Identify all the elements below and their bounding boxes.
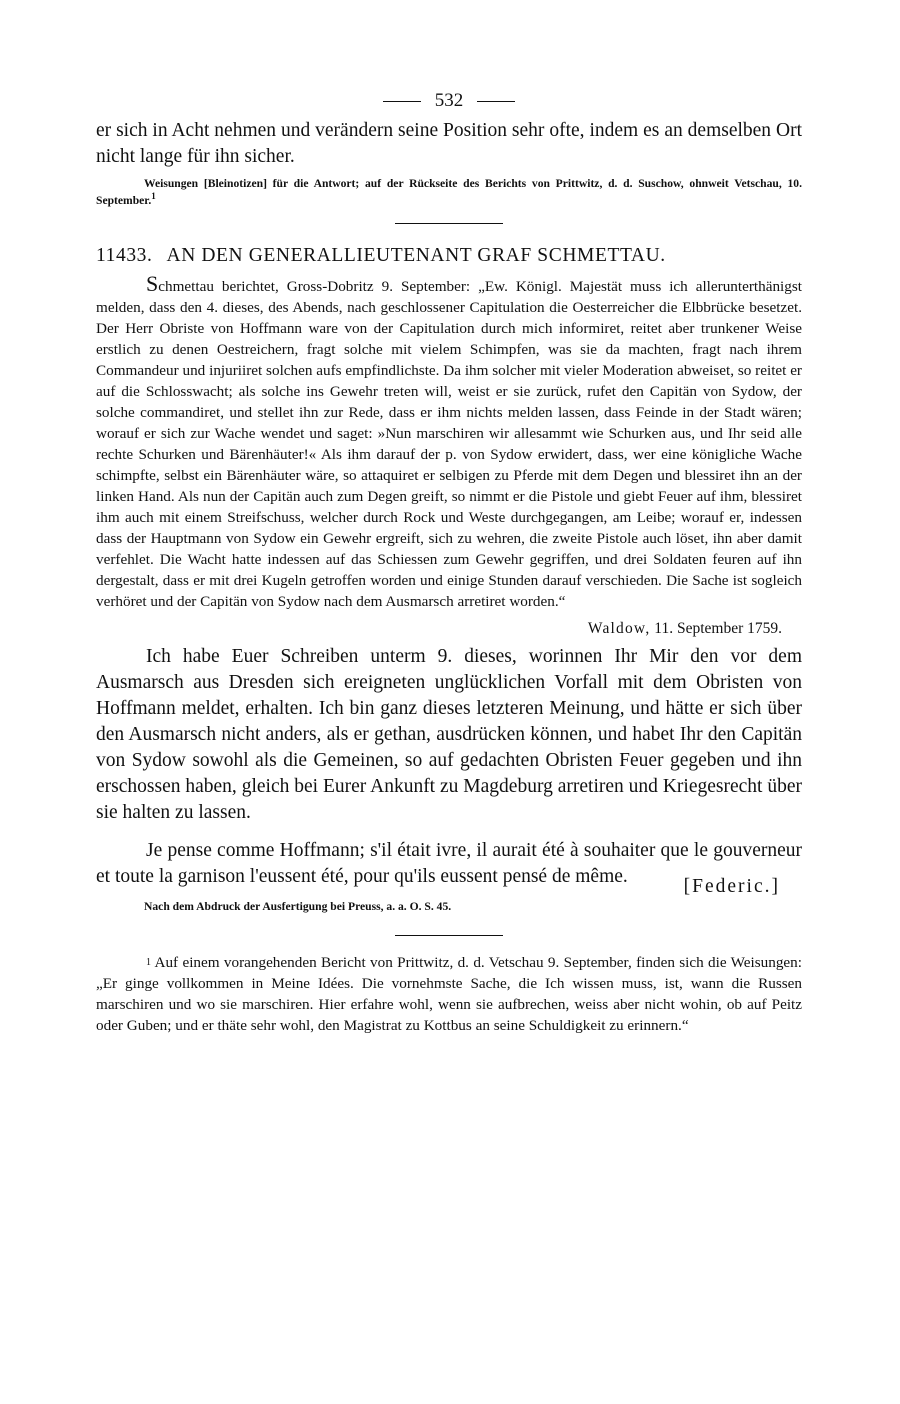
footnote-text: Auf einem vorangehenden Bericht von Prittwitz, d. d. Vetschau 9. September, finden sich die Weisungen: „Er ginge vollkommen in Meine Idées. Die vornehmste Sache, die Ich wissen muss, ist, wann die Russen marschiren und wo sie marschiren. Hier erfahre wohl, wenn sie aufbrechen, weiss aber nicht wohin, ob auf Peitz oder Guben; und er thäte sehr wohl, den Magistrat zu Kottbus an seine Schuldigkeit zu erinnern.“ (96, 954, 802, 1034)
footnote-rule (395, 935, 503, 936)
footnote (96, 952, 802, 1036)
signature: [Federic.] (683, 876, 780, 897)
date: 11. September 1759. (654, 620, 782, 637)
page-number: 532 (434, 90, 464, 111)
weisungen-note-text: Weisungen [Bleinotizen] für die Antwort; auf der Rückseite des Berichts von Prittwitz, d. d. Suschow, ohnweit Vetschau, 10. September. (96, 177, 802, 207)
continuation-paragraph: er sich in Acht nehmen und verändern seine Position sehr ofte, indem es an demselben Ort nicht lange für ihn sicher. (96, 120, 802, 167)
letter-body-german: Ich habe Euer Schreiben unterm 9. dieses, worinnen Ihr Mir den vor dem Ausmarsch aus Dresden sich ereigneten unglücklichen Vorfall mit dem Obristen von Hoffmann meldet, erhalten. Ich bin ganz dieses letzteren Meinung, und hätte er sich über den Ausmarsch nicht anders, als er gethan, ausdrücken können, und habet Ihr den Capitän von Sydow sowohl als die Gemeinen, so auf gedachten Obristen Feuer gegeben und ihn erschossen haben, gleich bei Eurer Ankunft zu Magdeburg arretiren und Kriegesrecht über sie halten zu lassen. (96, 646, 802, 823)
footnote-reference: 1 (151, 191, 156, 201)
report-paragraph (96, 273, 802, 612)
letter-body-french: Je pense comme Hoffmann; s'il était ivre, il aurait été à souhaiter que le gouverneur et toute la garnison l'eussent été, pour qu'ils eussent pensé de même. (96, 840, 802, 887)
report-text: chmettau berichtet, Gross-Dobritz 9. September: „Ew. Königl. Majestät muss ich allerunterthänigst melden, dass den 4. dieses, des Abends, nach geschlossener Capitulation die Oesterreicher die Elbbrücke besetzet. Der Herr Obriste von Hoffmann ware von der Capitulation durch mich informiret, reitet aber trunkener Weise erstlich zu denen Oestreichern, fragt solche mit vielem Schimpfen, was sie da machten, fragt nach ihrem Commandeur und injuriiret solchen aufs empfindlichste. Da ihm solcher mit vieler Moderation abweiset, so reitet er auf die Schlosswacht; als solche ins Gewehr treten will, weist er sie zurück, rufet den Capitän von Sydow, der solche commandiret, und stellet ihn zur Rede, dass er ihm nichts melden lassen, dass Feinde in der Stadt wären; worauf er sich zur Wache wendet und saget: »Nun marschiren wir allesammt wie Schurken aus, und Ihr seid alle rechte Schurken und Bärenhäuter!« Als ihm darauf der p. von Sydow erwidert, dass, wer eine königliche Wache schimpfte, selbst ein Bärenhäuter wäre, so attaquiret er selbigen zu Pferde mit dem Degen und blessiret ihn an der linken Hand. Als nun der Capitän auch zum Degen greift, so nimmt er die Pistole und giebt Feuer auf ihm, blessiret ihm auch mit einem Streifschuss, welcher durch Rock und Weste durchgegangen, am Leibe; worauf er, indessen dass der Hauptmann von Sydow ein Gewehr ergreift, sich zu wehren, die zweite Pistole auch löset, ihn aber damit verfehlet. Die Wacht hatte indessen auf das Schiessen zum Gewehr gegriffen, und drei Soldaten feuren auf ihn dergestalt, dass er mit drei Kugeln getroffen worden und einige Stunden darauf verschieden. Die Sache ist sogleich verhöret und der Capitän von Sydow nach dem Ausmarsch arretiret worden.“ (96, 278, 802, 610)
letter-number: 11433. (96, 245, 153, 266)
footnote-mark: 1 (146, 957, 151, 968)
dateline (96, 618, 802, 640)
dash-left (383, 101, 421, 102)
source-note: Nach dem Abdruck der Ausfertigung bei Preuss, a. a. O. S. 45. (144, 900, 452, 913)
place: Waldow, (587, 620, 651, 637)
document-page (96, 86, 802, 1036)
dash-right (477, 101, 515, 102)
page-number-line (96, 86, 802, 116)
section-rule (395, 223, 503, 224)
weisungen-note (96, 175, 802, 209)
letter-heading (96, 243, 802, 269)
report-dropcap: S (146, 271, 159, 296)
letter-title: AN DEN GENERALLIEUTENANT GRAF SCHMETTAU. (166, 245, 666, 266)
